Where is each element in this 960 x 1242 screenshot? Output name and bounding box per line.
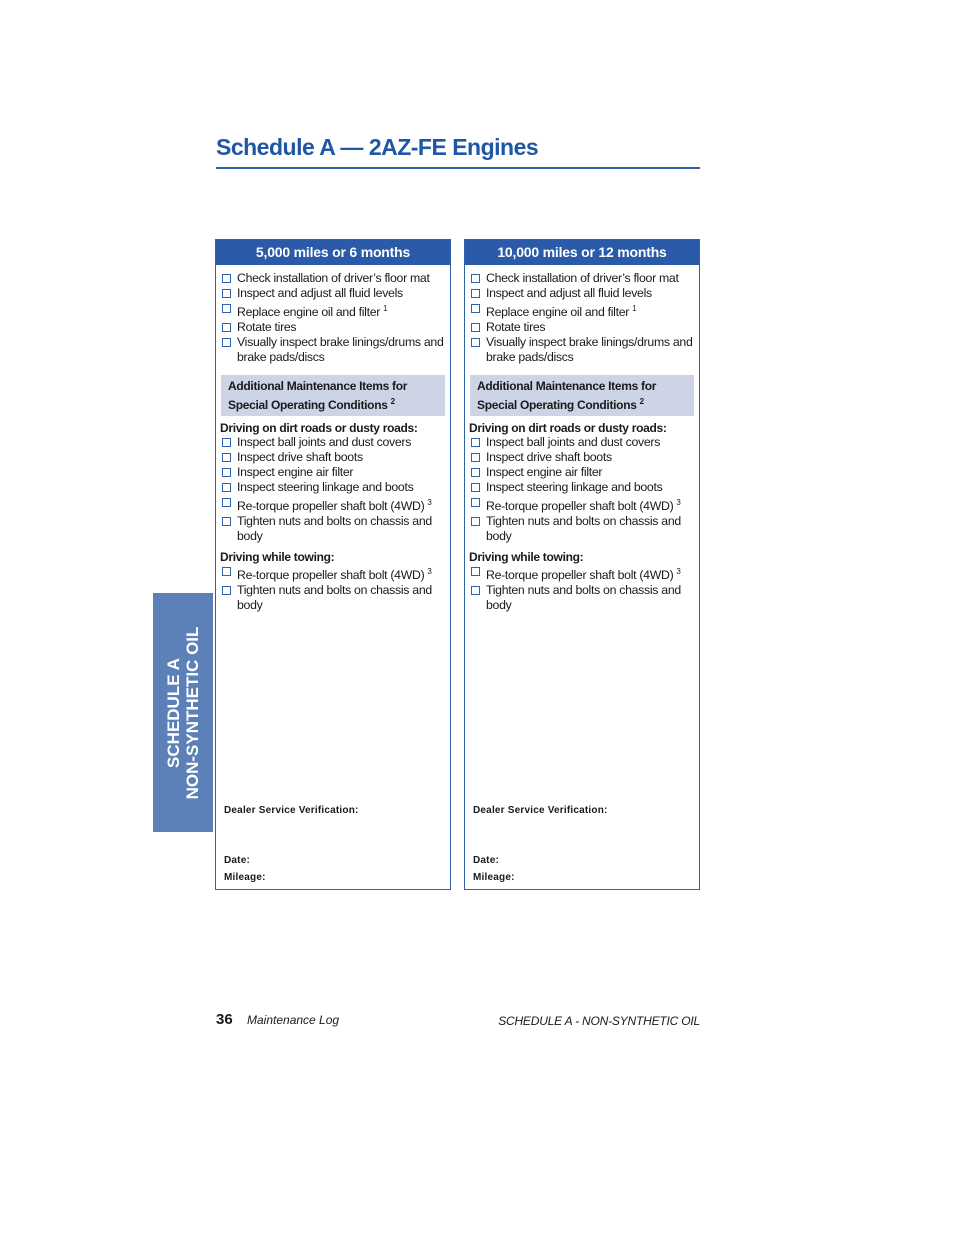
checklist-item: [469, 435, 695, 450]
date-text: Date:: [473, 855, 500, 866]
checklist-item: [220, 320, 446, 335]
checklist-item: [469, 583, 695, 613]
checkbox-icon[interactable]: [471, 468, 480, 477]
title-rule: [216, 167, 700, 169]
item-text: Tighten nuts and bolts on chassis and body: [237, 514, 432, 544]
checkbox-icon[interactable]: [471, 274, 480, 283]
towing-label: Driving while towing:: [220, 550, 335, 565]
checkbox-icon[interactable]: [222, 304, 231, 313]
checkbox-icon[interactable]: [222, 517, 231, 526]
footnote-ref: 1: [632, 304, 637, 313]
item-text: Inspect and adjust all fluid levels: [237, 286, 403, 300]
checkbox-icon[interactable]: [222, 483, 231, 492]
checkbox-icon[interactable]: [471, 323, 480, 332]
checkbox-icon[interactable]: [471, 498, 480, 507]
checkbox-icon[interactable]: [471, 586, 480, 595]
checklist-item: [469, 320, 695, 335]
date-label: [224, 855, 250, 866]
checklist-item: [220, 450, 446, 465]
footer-log-label: Maintenance Log: [247, 1013, 340, 1027]
checkbox-icon[interactable]: [222, 323, 231, 332]
item-text: Inspect drive shaft boots: [237, 450, 363, 465]
item-text: Inspect steering linkage and boots: [237, 480, 414, 495]
checklist-item: [469, 286, 695, 301]
checklist-item: [220, 335, 446, 365]
item-text: Re-torque propeller shaft bolt (4WD): [237, 568, 425, 583]
footer-section-label: SCHEDULE A - NON-SYNTHETIC OIL: [498, 1014, 700, 1028]
checklist-item: [469, 335, 695, 365]
additional-items-box: [221, 375, 445, 416]
item-text: Inspect engine air filter: [237, 465, 354, 480]
checkbox-icon[interactable]: [222, 289, 231, 298]
dirt-roads-list: [216, 435, 450, 544]
item-text: Re-torque propeller shaft bolt (4WD): [486, 568, 674, 583]
checklist-item: [220, 435, 446, 450]
checkbox-icon[interactable]: [222, 274, 231, 283]
page-number: 36: [216, 1011, 233, 1028]
checkbox-icon[interactable]: [471, 289, 480, 298]
checklist-item: [469, 271, 695, 286]
card-header: 5,000 miles or 6 months: [216, 240, 450, 265]
item-text: Inspect engine air filter: [486, 465, 603, 480]
service-card-5000: [215, 239, 451, 890]
checklist-item: [220, 271, 446, 286]
page-title: Schedule A — 2AZ-FE Engines: [216, 134, 539, 160]
checkbox-icon[interactable]: [471, 438, 480, 447]
item-text: Visually inspect brake linings/drums and brake pads/discs: [237, 335, 444, 365]
checklist-item: [469, 564, 695, 583]
mileage-text: Mileage:: [473, 872, 515, 883]
item-text: Visually inspect brake linings/drums and brake pads/discs: [486, 335, 693, 365]
checkbox-icon[interactable]: [471, 338, 480, 347]
date-label: [473, 855, 499, 866]
additional-line-1: Additional Maintenance Items for: [228, 379, 408, 394]
checklist-item: [220, 480, 446, 495]
checklist-item: [469, 495, 695, 514]
checkbox-icon[interactable]: [222, 498, 231, 507]
mileage-label: [224, 872, 266, 883]
item-text: Check installation of driver’s floor mat: [486, 271, 679, 285]
additional-line-1: Additional Maintenance Items for: [477, 379, 657, 394]
dealer-verification-label: [473, 805, 608, 816]
checklist: [216, 265, 450, 365]
towing-list: [216, 564, 450, 613]
side-tab-line-2: NON-SYNTHETIC OIL: [183, 626, 202, 799]
checklist-item: [220, 583, 446, 613]
item-text: Rotate tires: [486, 320, 546, 335]
checklist: [465, 265, 699, 365]
item-text: Replace engine oil and filter: [237, 305, 381, 320]
item-text: Tighten nuts and bolts on chassis and body: [486, 583, 681, 613]
item-text: Tighten nuts and bolts on chassis and body: [237, 583, 432, 613]
checkbox-icon[interactable]: [471, 453, 480, 462]
checkbox-icon[interactable]: [222, 453, 231, 462]
checklist-item: [469, 301, 695, 320]
dealer-verification-text: Dealer Service Verification:: [473, 805, 608, 816]
side-tab-label: [153, 593, 213, 832]
dealer-verification-text: Dealer Service Verification:: [224, 805, 359, 816]
checkbox-icon[interactable]: [471, 517, 480, 526]
checkbox-icon[interactable]: [222, 338, 231, 347]
dirt-roads-label: Driving on dirt roads or dusty roads:: [220, 421, 418, 436]
checkbox-icon[interactable]: [222, 586, 231, 595]
card-header: 10,000 miles or 12 months: [465, 240, 699, 265]
checklist-item: [220, 495, 446, 514]
item-text: Inspect steering linkage and boots: [486, 480, 663, 495]
additional-line-2: Special Operating Conditions: [477, 398, 637, 413]
mileage-label: [473, 872, 515, 883]
checkbox-icon[interactable]: [222, 468, 231, 477]
checkbox-icon[interactable]: [471, 567, 480, 576]
footnote-ref: 3: [427, 498, 432, 508]
mileage-text: Mileage:: [224, 872, 266, 883]
footnote-ref: 1: [383, 304, 388, 313]
checklist-item: [469, 465, 695, 480]
checklist-item: [469, 450, 695, 465]
date-text: Date:: [224, 855, 251, 866]
dealer-verification-label: [224, 805, 359, 816]
checklist-item: [469, 514, 695, 544]
checklist-item: [469, 480, 695, 495]
footnote-ref: 3: [676, 498, 681, 508]
footnote-ref: 2: [390, 397, 395, 407]
item-text: Tighten nuts and bolts on chassis and body: [486, 514, 681, 544]
item-text: Rotate tires: [237, 320, 297, 335]
additional-items-box: [470, 375, 694, 416]
item-text: Re-torque propeller shaft bolt (4WD): [237, 499, 425, 514]
item-text: Re-torque propeller shaft bolt (4WD): [486, 499, 674, 514]
item-text: Inspect ball joints and dust covers: [486, 435, 661, 450]
item-text: Check installation of driver’s floor mat: [237, 271, 430, 285]
checklist-item: [220, 465, 446, 480]
checklist-item: [220, 564, 446, 583]
footnote-ref: 3: [427, 567, 432, 577]
side-tab-line-1: SCHEDULE A: [164, 657, 183, 768]
dirt-roads-list: [465, 435, 699, 544]
checklist-item: [220, 514, 446, 544]
additional-line-2: Special Operating Conditions: [228, 398, 388, 413]
item-text: Inspect ball joints and dust covers: [237, 435, 412, 450]
footnote-ref: 3: [676, 567, 681, 577]
checkbox-icon[interactable]: [471, 304, 480, 313]
checklist-item: [220, 301, 446, 320]
towing-label: Driving while towing:: [469, 550, 584, 565]
dirt-roads-label: Driving on dirt roads or dusty roads:: [469, 421, 667, 436]
item-text: Replace engine oil and filter: [486, 305, 630, 320]
checkbox-icon[interactable]: [222, 567, 231, 576]
item-text: Inspect and adjust all fluid levels: [486, 286, 652, 300]
service-card-10000: [464, 239, 700, 890]
checklist-item: [220, 286, 446, 301]
item-text: Inspect drive shaft boots: [486, 450, 612, 465]
towing-list: [465, 564, 699, 613]
footnote-ref: 2: [639, 397, 644, 407]
checkbox-icon[interactable]: [222, 438, 231, 447]
checkbox-icon[interactable]: [471, 483, 480, 492]
